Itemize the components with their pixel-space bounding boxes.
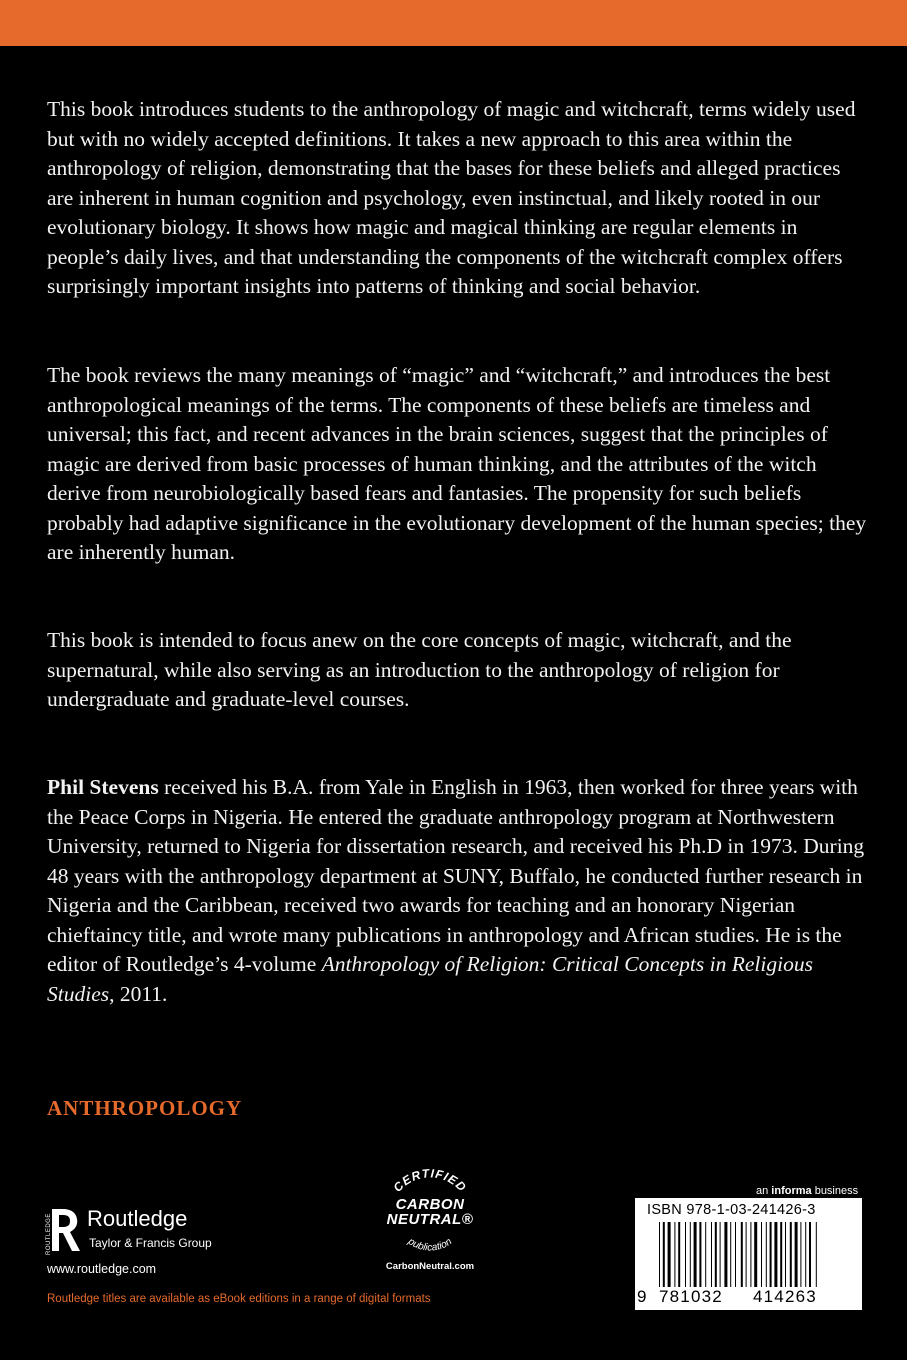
edited-book-title: Anthropology of Religion: Critical Concepts in Religious Studies [47,952,813,1006]
top-orange-band [0,0,907,46]
carbon-url: CarbonNeutral.com [385,1261,475,1272]
barcode-bar [816,1222,817,1288]
carbon-arc-top: CERTIFIED [390,1166,470,1195]
blurb-paragraph-3: This book is intended to focus anew on the core concepts of magic, witchcraft, and the supernatural, while also serving as an introduction to the anthropology of religion for undergraduate and graduate-level courses. [47,628,792,711]
barcode-bar [800,1222,801,1288]
isbn-label: ISBN 978-1-03-241426-3 [647,1202,816,1218]
barcode-bar [780,1222,782,1288]
barcode-bars [645,1222,852,1292]
author-bio-text: received his B.A. from Yale in English in 1963, then worked for three years with the Peace Corps in Nigeria. He entered the graduate anthropology program at Northwestern University, returned to Nigeria for dissertation research, and received his Ph.D in 1973. During 48 years with the anthropology department at SUNY, Buffalo, he conducted further research in Nigeria and the Caribbean, received two awards for teaching and an honorary Nigerian chieftaincy title, and wrote many publications in anthropology and African studies. He is the editor of Routledge’s 4-volume [47,775,865,976]
author-name: Phil Stevens [47,775,159,799]
barcode-bar [790,1222,792,1288]
barcode-bar [715,1222,717,1288]
carbon-line-1: CARBON [395,1196,465,1213]
publisher-name: Routledge [87,1206,188,1231]
barcode-bar [805,1222,806,1288]
carbon-neutral-badge [370,1165,490,1280]
barcode-bar [746,1222,747,1288]
barcode-bar [724,1222,727,1288]
barcode-bar [711,1222,712,1288]
barcode-bar [741,1222,743,1288]
barcode-bar [809,1222,811,1288]
barcode-bar [663,1222,665,1288]
publisher-website: www.routledge.com [47,1262,157,1276]
barcode-bar [694,1222,697,1288]
barcode-bar [720,1222,721,1288]
carbon-main-text [380,1197,480,1227]
publisher-group: Taylor & Francis Group [89,1236,212,1250]
barcode-digit-first: 9 [637,1287,648,1306]
author-bio [47,773,867,1009]
isbn-barcode [635,1198,862,1310]
informa-tagline [756,1185,858,1197]
barcode-bar [730,1222,731,1288]
barcode-bar [699,1222,701,1288]
carbon-line-2: NEUTRAL® [386,1211,474,1228]
barcode-bar [795,1222,798,1288]
barcode-bar [754,1222,757,1288]
barcode-bar [674,1222,675,1288]
informa-bold: informa [771,1185,812,1197]
barcode-bar [750,1222,751,1288]
informa-suffix: business [811,1185,859,1197]
publisher-logo [42,1200,272,1260]
svg-text:CERTIFIED [391,1166,470,1195]
barcode-bar [774,1222,777,1288]
blurb-paragraph-2: The book reviews the many meanings of “magic” and “witchcraft,” and introduces the best anthropological meanings of the terms. The components of these beliefs are timeless and universal; this fact, and recent advances in the brain sciences, suggest that the principles of magic are derived from basic processes of human thinking, and the attributes of the witch derive from neurobiologically based fears and fantasies. The propensity for such beliefs probably had adaptive significance in the evolutionary development of the human species; they are inherently human. [47,363,867,564]
barcode-bar [735,1222,736,1288]
barcode-bar [690,1222,691,1288]
informa-prefix: an [756,1185,772,1197]
barcode-group-1: 781032 [659,1287,723,1306]
barcode-bar [659,1222,660,1288]
barcode-bar [678,1222,680,1288]
carbon-arc-bottom: publication [406,1236,454,1254]
blurb-paragraph-1: This book introduces students to the anthropology of magic and witchcraft, terms widely used but with no widely accepted definitions. It takes a new approach to this area within the anthropology of religion, demonstrating that the bases for these beliefs and alleged practices are inherent in human cognition and psychology, even instinctual, and likely rooted in our evolutionary biology. It shows how magic and magical thinking are regular elements in people’s daily lives, and that understanding the components of the witchcraft complex offers surprisingly important insights into patterns of thinking and social behavior. [47,97,856,298]
barcode-bar [766,1222,767,1288]
barcode-bar [685,1222,686,1288]
svg-text:publication [405,1236,454,1254]
barcode-bar [705,1222,706,1288]
barcode-group-2: 414263 [753,1287,817,1306]
author-bio-end: , 2011. [109,981,168,1006]
barcode-bar [668,1222,671,1288]
barcode-digits [635,1287,862,1309]
barcode-bar [770,1222,772,1288]
subject-category: ANTHROPOLOGY [47,1096,243,1120]
ebook-note: Routledge titles are available as eBook editions in a range of digital formats [47,1293,431,1305]
barcode-bar [761,1222,762,1288]
publisher-vertical-word: ROUTLEDGE [46,1213,52,1255]
barcode-bar [785,1222,786,1288]
